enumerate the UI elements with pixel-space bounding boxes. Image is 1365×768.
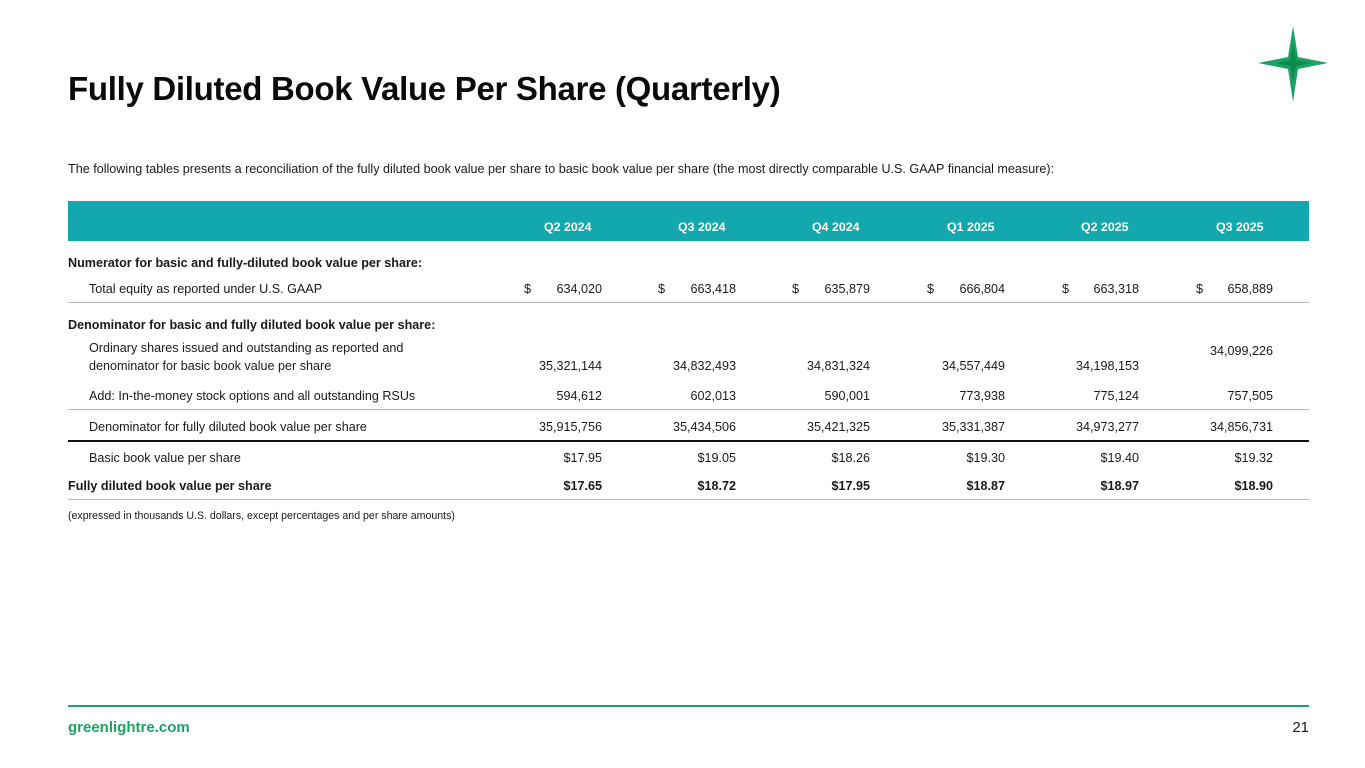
denominator-heading: Denominator for basic and fully diluted book value per share: (68, 318, 436, 332)
row-label: Ordinary shares issued and outstanding as reported and (89, 341, 404, 355)
table-cell: 594,612 (556, 389, 602, 403)
reconciliation-table (68, 201, 1309, 493)
currency-symbol: $ (1196, 282, 1204, 296)
footer-divider (68, 705, 1309, 707)
column-header: Q2 2024 (544, 220, 592, 234)
table-cell: 663,318 (1093, 282, 1139, 296)
table-row (68, 389, 1309, 409)
table-cell: $19.40 (1100, 451, 1139, 465)
table-cell: $17.65 (563, 479, 602, 493)
table-cell: 590,001 (824, 389, 870, 403)
row-divider (68, 302, 1309, 303)
row-divider (68, 499, 1309, 500)
table-cell: 775,124 (1093, 389, 1139, 403)
row-label: Denominator for fully diluted book value per share (89, 420, 367, 434)
currency-symbol: $ (658, 282, 666, 296)
table-cell: 35,321,144 (538, 359, 602, 373)
table-cell: $18.87 (966, 479, 1005, 493)
footnote: (expressed in thousands U.S. dollars, except percentages and per share amounts) (68, 510, 455, 522)
row-label: Basic book value per share (89, 451, 241, 465)
star-icon (1258, 26, 1328, 102)
page-title: Fully Diluted Book Value Per Share (Quarterly) (68, 70, 781, 107)
table-cell: $19.32 (1234, 451, 1273, 465)
table-cell: 34,832,493 (672, 359, 736, 373)
total-divider (68, 440, 1309, 442)
currency-symbol: $ (927, 282, 935, 296)
table-cell: 35,331,387 (941, 420, 1005, 434)
table-cell: 773,938 (959, 389, 1005, 403)
table-cell: 34,099,226 (1209, 344, 1273, 358)
table-row (68, 341, 1309, 377)
column-header: Q1 2025 (947, 220, 995, 234)
table-row (68, 479, 1309, 499)
table-row (68, 451, 1309, 471)
currency-symbol: $ (524, 282, 532, 296)
numerator-heading: Numerator for basic and fully-diluted book value per share: (68, 256, 423, 270)
table-cell: $17.95 (831, 479, 870, 493)
row-divider (68, 409, 1309, 410)
table-cell: $18.97 (1100, 479, 1139, 493)
currency-symbol: $ (792, 282, 800, 296)
row-label: Fully diluted book value per share (68, 479, 272, 493)
table-cell: 34,831,324 (806, 359, 870, 373)
intro-text: The following tables presents a reconciliation of the fully diluted book value per share to basic book value per share (the most directly comparable U.S. GAAP financial measure): (68, 162, 1055, 176)
table-cell: $19.30 (966, 451, 1005, 465)
row-label: Total equity as reported under U.S. GAAP (89, 282, 323, 296)
table-cell: 34,198,153 (1075, 359, 1139, 373)
table-cell: $18.90 (1234, 479, 1273, 493)
table-cell: $19.05 (697, 451, 736, 465)
table-cell: 757,505 (1227, 389, 1273, 403)
table-cell: 602,013 (690, 389, 736, 403)
column-header: Q3 2025 (1216, 220, 1264, 234)
table-cell: 658,889 (1227, 282, 1273, 296)
table-cell: 35,421,325 (806, 420, 870, 434)
table-cell: $18.72 (697, 479, 736, 493)
table-cell: 666,804 (959, 282, 1005, 296)
table-cell: $18.26 (831, 451, 870, 465)
table-cell: 635,879 (824, 282, 870, 296)
currency-symbol: $ (1062, 282, 1070, 296)
row-label: denominator for basic book value per share (89, 359, 332, 373)
table-cell: 35,434,506 (672, 420, 736, 434)
table-header (68, 201, 1309, 241)
table-cell: 34,973,277 (1075, 420, 1139, 434)
table-cell: 34,856,731 (1209, 420, 1273, 434)
table-cell: 34,557,449 (941, 359, 1005, 373)
table-row (68, 420, 1309, 440)
column-header: Q3 2024 (678, 220, 726, 234)
row-label: Add: In-the-money stock options and all outstanding RSUs (89, 389, 416, 403)
column-header: Q4 2024 (812, 220, 860, 234)
table-cell: $17.95 (563, 451, 602, 465)
table-cell: 634,020 (556, 282, 602, 296)
table-row (68, 282, 1309, 302)
table-cell: 35,915,756 (538, 420, 602, 434)
page-number: 21 (1292, 719, 1309, 736)
table-cell: 663,418 (690, 282, 736, 296)
column-header: Q2 2025 (1081, 220, 1129, 234)
website-link[interactable]: greenlightre.com (68, 719, 190, 736)
